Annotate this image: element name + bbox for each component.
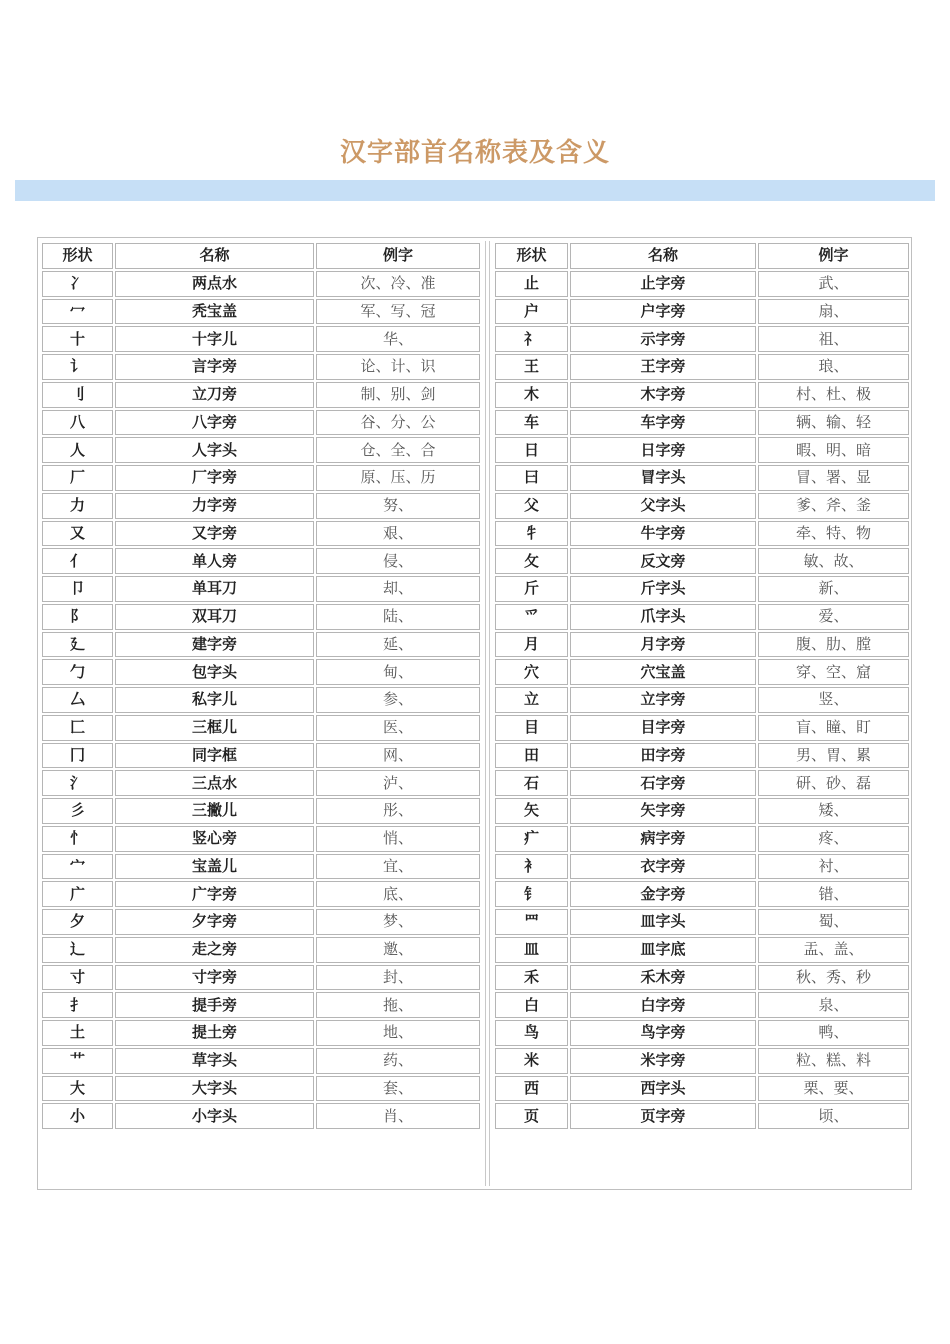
table-row [42,743,480,769]
table-row [42,1076,480,1102]
radical-name: 白字旁 [570,992,756,1018]
radical-examples: 矮、 [758,798,909,824]
table-row [42,798,480,824]
radical-examples: 错、 [758,881,909,907]
radical-name: 反文旁 [570,548,756,574]
radical-shape: 鸟 [495,1020,568,1046]
table-row [495,992,909,1018]
radical-name: 提手旁 [115,992,314,1018]
table-row [495,687,909,713]
radical-shape: 冂 [42,743,113,769]
radical-name: 宝盖儿 [115,854,314,880]
table-row [495,1076,909,1102]
radical-shape: 厶 [42,687,113,713]
radical-name: 木字旁 [570,382,756,408]
title-band [15,180,935,201]
radical-examples: 原、压、历 [316,465,480,491]
radical-examples: 封、 [316,965,480,991]
radical-name: 三框儿 [115,715,314,741]
radical-name: 八字旁 [115,410,314,436]
radical-examples: 药、 [316,1048,480,1074]
table-row [42,548,480,574]
radical-name: 小字头 [115,1103,314,1129]
radical-shape: 人 [42,437,113,463]
radical-name: 衣字旁 [570,854,756,880]
table-row [495,548,909,574]
table-row [42,410,480,436]
radical-name: 皿字头 [570,909,756,935]
table-row [495,743,909,769]
radical-shape: 夕 [42,909,113,935]
radical-name: 冒字头 [570,465,756,491]
radical-name: 皿字底 [570,937,756,963]
radical-examples: 敏、故、 [758,548,909,574]
table-row [42,770,480,796]
radical-examples: 论、计、识 [316,354,480,380]
radical-name: 同字框 [115,743,314,769]
radical-examples: 邀、 [316,937,480,963]
radical-name: 斤字头 [570,576,756,602]
table-row [495,299,909,325]
radical-examples: 套、 [316,1076,480,1102]
radical-name: 父字头 [570,493,756,519]
radical-examples: 牵、特、物 [758,521,909,547]
radical-name: 禾木旁 [570,965,756,991]
radical-shape: 又 [42,521,113,547]
radical-examples: 鸭、 [758,1020,909,1046]
radical-name: 厂字旁 [115,465,314,491]
radical-shape: 曰 [495,465,568,491]
table-row [495,770,909,796]
radical-name: 月字旁 [570,632,756,658]
radical-examples: 网、 [316,743,480,769]
radical-name: 目字旁 [570,715,756,741]
table-row [495,521,909,547]
radical-shape: 辶 [42,937,113,963]
table-row [495,632,909,658]
radical-examples: 武、 [758,271,909,297]
table-row [495,271,909,297]
radical-examples: 艰、 [316,521,480,547]
table-row [42,576,480,602]
radical-shape: 衤 [495,854,568,880]
radical-examples: 爱、 [758,604,909,630]
table-row [42,604,480,630]
radical-shape: 罒 [495,909,568,935]
radical-shape: 刂 [42,382,113,408]
radical-name: 户字旁 [570,299,756,325]
radical-shape: 米 [495,1048,568,1074]
header-name: 名称 [115,243,314,269]
radical-table-right [493,241,911,1186]
radical-name: 广字旁 [115,881,314,907]
table-row [42,632,480,658]
radical-examples: 盲、瞳、盯 [758,715,909,741]
table-row [495,493,909,519]
radical-shape: 斤 [495,576,568,602]
radical-shape: 廴 [42,632,113,658]
radical-name: 三撇儿 [115,798,314,824]
radical-examples: 腹、肋、膛 [758,632,909,658]
radical-name: 田字旁 [570,743,756,769]
table-row [495,437,909,463]
table-row [495,326,909,352]
radical-shape: 力 [42,493,113,519]
table-row [42,881,480,907]
table-row [42,854,480,880]
radical-examples: 盂、盖、 [758,937,909,963]
radical-name: 矢字旁 [570,798,756,824]
radical-shape: 石 [495,770,568,796]
radical-name: 日字旁 [570,437,756,463]
radical-shape: 皿 [495,937,568,963]
table-row [495,1103,909,1129]
radical-shape: 田 [495,743,568,769]
radical-name: 石字旁 [570,770,756,796]
header-example: 例字 [316,243,480,269]
table-row [42,354,480,380]
radical-shape: 冫 [42,271,113,297]
radical-name: 鸟字旁 [570,1020,756,1046]
table-row [495,881,909,907]
radical-name: 两点水 [115,271,314,297]
header-shape: 形状 [42,243,113,269]
table-row [495,937,909,963]
radical-examples: 谷、分、公 [316,410,480,436]
table-row [495,909,909,935]
table-row [495,382,909,408]
table-row [495,854,909,880]
header-shape: 形状 [495,243,568,269]
radical-shape: 亻 [42,548,113,574]
radical-examples: 琅、 [758,354,909,380]
radical-examples: 肖、 [316,1103,480,1129]
radical-examples: 底、 [316,881,480,907]
radical-shape: 矢 [495,798,568,824]
radical-name: 私字儿 [115,687,314,713]
radical-examples: 蜀、 [758,909,909,935]
radical-examples: 扇、 [758,299,909,325]
radical-examples: 悄、 [316,826,480,852]
radical-name: 大字头 [115,1076,314,1102]
radical-examples: 顷、 [758,1103,909,1129]
radical-table-left [40,241,482,1186]
radical-name: 立刀旁 [115,382,314,408]
page-title: 汉字部首名称表及含义 [339,138,610,168]
radical-name: 双耳刀 [115,604,314,630]
radical-shape: 彡 [42,798,113,824]
table-row [42,326,480,352]
radical-shape: 车 [495,410,568,436]
radical-name: 病字旁 [570,826,756,852]
header-row [42,243,480,269]
radical-examples: 祖、 [758,326,909,352]
table-row [495,604,909,630]
table-row [42,909,480,935]
radical-examples: 粒、糕、料 [758,1048,909,1074]
radical-name: 寸字旁 [115,965,314,991]
radical-examples: 疼、 [758,826,909,852]
radical-name: 言字旁 [115,354,314,380]
radical-name: 爪字头 [570,604,756,630]
table-row [42,937,480,963]
table-row [495,465,909,491]
table-row [42,715,480,741]
table-row [495,1048,909,1074]
table-row [495,410,909,436]
radical-shape: 艹 [42,1048,113,1074]
radical-shape: 冖 [42,299,113,325]
radical-shape: 日 [495,437,568,463]
radical-shape: 木 [495,382,568,408]
radical-examples: 竖、 [758,687,909,713]
radical-shape: 卩 [42,576,113,602]
radical-shape: 页 [495,1103,568,1129]
radical-examples: 新、 [758,576,909,602]
radical-shape: 匚 [42,715,113,741]
radical-examples: 彤、 [316,798,480,824]
radical-examples: 次、冷、准 [316,271,480,297]
radical-name: 车字旁 [570,410,756,436]
radical-examples: 秋、秀、秒 [758,965,909,991]
table-row [42,299,480,325]
radical-name: 示字旁 [570,326,756,352]
radical-shape: 爫 [495,604,568,630]
table-row [42,382,480,408]
radical-name: 力字旁 [115,493,314,519]
radical-examples: 却、 [316,576,480,602]
radical-name: 又字旁 [115,521,314,547]
radical-shape: 牜 [495,521,568,547]
radical-shape: 小 [42,1103,113,1129]
radical-shape: 宀 [42,854,113,880]
radical-shape: 立 [495,687,568,713]
radical-name: 秃宝盖 [115,299,314,325]
table-row [495,576,909,602]
radical-name: 三点水 [115,770,314,796]
radical-examples: 栗、要、 [758,1076,909,1102]
radical-name: 止字旁 [570,271,756,297]
table-row [42,465,480,491]
header-row [495,243,909,269]
radical-name: 十字儿 [115,326,314,352]
radical-shape: 攵 [495,548,568,574]
radical-examples: 甸、 [316,659,480,685]
radical-examples: 努、 [316,493,480,519]
header-example: 例字 [758,243,909,269]
radical-shape: 氵 [42,770,113,796]
table-row [42,493,480,519]
radical-name: 页字旁 [570,1103,756,1129]
radical-shape: 西 [495,1076,568,1102]
table-row [495,659,909,685]
radical-examples: 男、胃、累 [758,743,909,769]
table-row [42,687,480,713]
radical-name: 夕字旁 [115,909,314,935]
radical-examples: 医、 [316,715,480,741]
radical-shape: 月 [495,632,568,658]
table-row [42,965,480,991]
table-row [42,521,480,547]
table-row [495,826,909,852]
radical-name: 草字头 [115,1048,314,1074]
radical-shape: 穴 [495,659,568,685]
radical-examples: 梦、 [316,909,480,935]
column-divider [485,241,490,1186]
table-row [42,826,480,852]
radical-examples: 泸、 [316,770,480,796]
radical-name: 单人旁 [115,548,314,574]
table-row [42,271,480,297]
radical-name: 单耳刀 [115,576,314,602]
table-row [42,437,480,463]
radical-examples: 宜、 [316,854,480,880]
radical-shape: 广 [42,881,113,907]
radical-shape: 父 [495,493,568,519]
radical-name: 穴宝盖 [570,659,756,685]
radical-name: 米字旁 [570,1048,756,1074]
radical-examples: 研、砂、磊 [758,770,909,796]
radical-table [37,237,912,1190]
radical-shape: 十 [42,326,113,352]
table-row [495,1020,909,1046]
radical-examples: 地、 [316,1020,480,1046]
radical-name: 牛字旁 [570,521,756,547]
table-row [42,1103,480,1129]
radical-name: 人字头 [115,437,314,463]
radical-shape: 寸 [42,965,113,991]
table-row [495,715,909,741]
radical-examples: 制、别、剑 [316,382,480,408]
radical-shape: 目 [495,715,568,741]
radical-shape: 户 [495,299,568,325]
radical-shape: 止 [495,271,568,297]
radical-name: 竖心旁 [115,826,314,852]
radical-shape: 八 [42,410,113,436]
radical-name: 提土旁 [115,1020,314,1046]
radical-name: 走之旁 [115,937,314,963]
table-row [495,965,909,991]
table-row [495,798,909,824]
radical-shape: 扌 [42,992,113,1018]
radical-examples: 华、 [316,326,480,352]
radical-examples: 泉、 [758,992,909,1018]
radical-examples: 拖、 [316,992,480,1018]
table-row [42,992,480,1018]
radical-examples: 参、 [316,687,480,713]
radical-name: 立字旁 [570,687,756,713]
radical-shape: 禾 [495,965,568,991]
radical-name: 包字头 [115,659,314,685]
radical-shape: 礻 [495,326,568,352]
radical-examples: 爹、斧、釜 [758,493,909,519]
radical-shape: 土 [42,1020,113,1046]
radical-name: 建字旁 [115,632,314,658]
radical-name: 西字头 [570,1076,756,1102]
table-row [495,354,909,380]
radical-examples: 军、写、冠 [316,299,480,325]
radical-name: 王字旁 [570,354,756,380]
radical-shape: 讠 [42,354,113,380]
radical-examples: 穿、空、窟 [758,659,909,685]
radical-examples: 陆、 [316,604,480,630]
table-row [42,1048,480,1074]
radical-examples: 衬、 [758,854,909,880]
radical-examples: 延、 [316,632,480,658]
radical-shape: 大 [42,1076,113,1102]
radical-examples: 暇、明、暗 [758,437,909,463]
radical-name: 金字旁 [570,881,756,907]
radical-shape: 钅 [495,881,568,907]
radical-shape: 阝 [42,604,113,630]
radical-examples: 村、杜、极 [758,382,909,408]
radical-shape: 勹 [42,659,113,685]
radical-shape: 王 [495,354,568,380]
radical-shape: 厂 [42,465,113,491]
radical-shape: 忄 [42,826,113,852]
radical-examples: 侵、 [316,548,480,574]
table-row [42,1020,480,1046]
radical-examples: 辆、输、轻 [758,410,909,436]
table-row [42,659,480,685]
radical-shape: 疒 [495,826,568,852]
radical-examples: 仓、全、合 [316,437,480,463]
header-name: 名称 [570,243,756,269]
radical-shape: 白 [495,992,568,1018]
radical-examples: 冒、署、显 [758,465,909,491]
